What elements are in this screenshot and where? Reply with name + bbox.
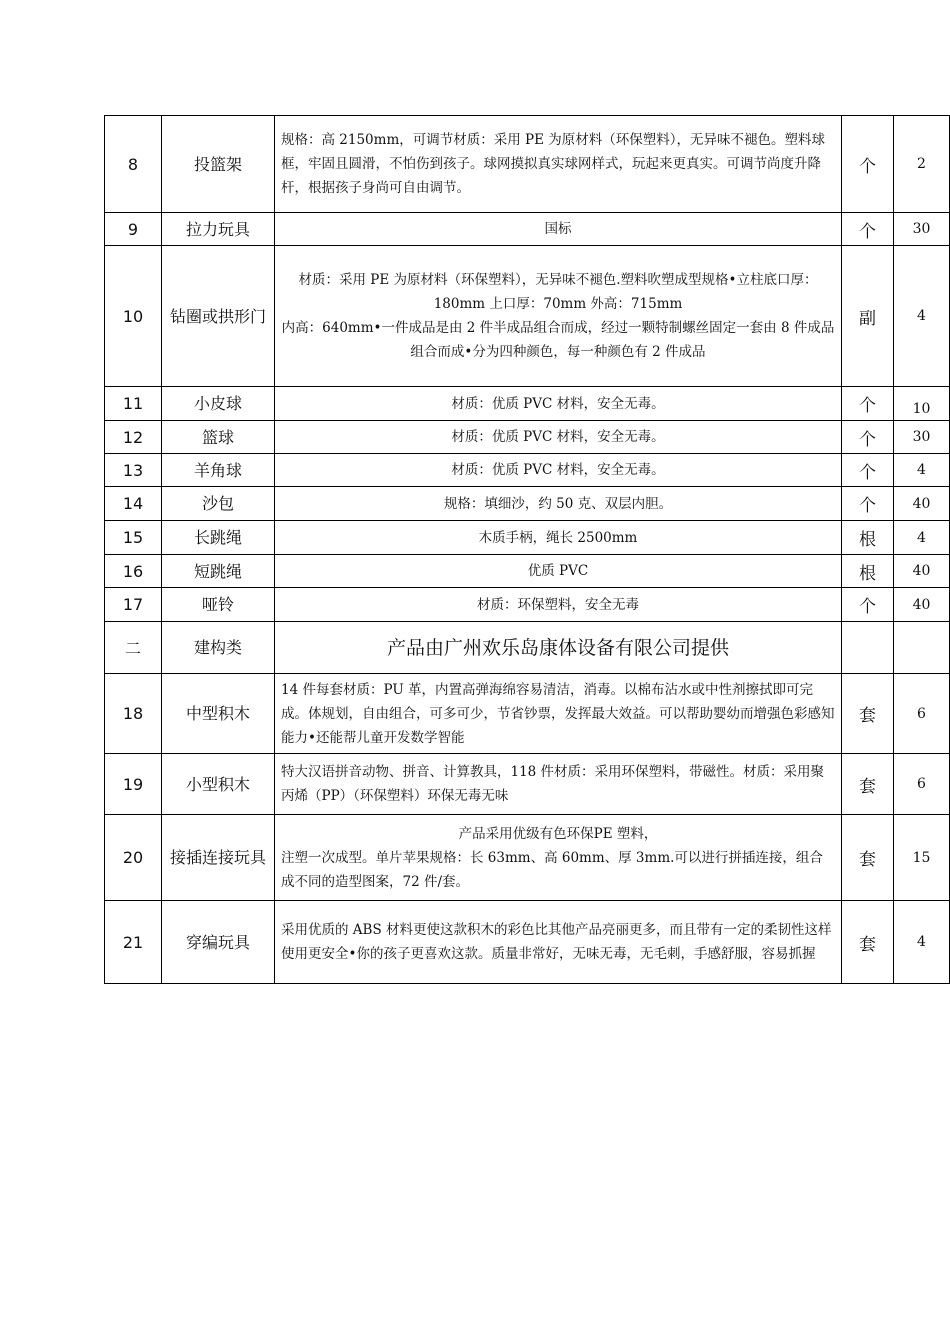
row-number: 16 (105, 555, 162, 588)
table-row (105, 674, 950, 754)
item-name: 小型积木 (162, 754, 275, 815)
item-quantity: 2 (894, 116, 950, 213)
item-name: 哑铃 (162, 588, 275, 622)
item-description: 材质：优质 PVC 材料，安全无毒。 (275, 421, 842, 454)
item-quantity: 30 (894, 213, 950, 246)
table-row (105, 246, 950, 387)
item-name: 拉力玩具 (162, 213, 275, 246)
description-line: 注塑一次成型。单片苹果规格：长 63mm、高 60mm、厚 3mm.可以进行拼插连接，组合成不同的造型图案，72 件/套。 (281, 849, 823, 890)
row-number: 11 (105, 387, 162, 421)
item-name: 钻圈或拱形门 (162, 246, 275, 387)
item-description (275, 815, 842, 901)
item-unit: 套 (842, 815, 894, 901)
row-number: 9 (105, 213, 162, 246)
item-name: 沙包 (162, 487, 275, 521)
table-row (105, 387, 950, 421)
item-quantity: 6 (894, 674, 950, 754)
row-number: 19 (105, 754, 162, 815)
item-description (275, 246, 842, 387)
item-quantity: 4 (894, 246, 950, 387)
item-quantity: 10 (894, 387, 950, 421)
table-row (105, 588, 950, 622)
table-row (105, 555, 950, 588)
section-number: 二 (105, 622, 162, 674)
table-row (105, 213, 950, 246)
item-name: 小皮球 (162, 387, 275, 421)
table-row (105, 754, 950, 815)
item-quantity: 4 (894, 901, 950, 984)
item-name: 中型积木 (162, 674, 275, 754)
supplier-text: 产品由广州欢乐岛康体设备有限公司提供 (386, 636, 729, 659)
row-number: 8 (105, 116, 162, 213)
table-row (105, 421, 950, 454)
item-name: 接插连接玩具 (162, 815, 275, 901)
item-quantity: 6 (894, 754, 950, 815)
item-unit: 根 (842, 521, 894, 555)
item-unit (842, 622, 894, 674)
item-unit: 个 (842, 116, 894, 213)
item-unit: 个 (842, 487, 894, 521)
item-name: 投篮架 (162, 116, 275, 213)
description-line: 产品采用优级有色环保PE 塑料， (458, 825, 658, 842)
row-number: 20 (105, 815, 162, 901)
table-row (105, 901, 950, 984)
item-quantity: 15 (894, 815, 950, 901)
item-quantity: 40 (894, 555, 950, 588)
section-row (105, 622, 950, 674)
item-description: 规格：高 2150mm，可调节材质：采用 PE 为原材料（环保塑料），无异味不褪色。塑料球框，牢固且圆滑，不怕伤到孩子。球网摸拟真实球网样式，玩起来更真实。可调节尚度升降杆，根据孩子身尚可自由调节。 (275, 116, 842, 213)
item-name: 穿编玩具 (162, 901, 275, 984)
row-number: 17 (105, 588, 162, 622)
item-description: 14 件每套材质：PU 革，内置高弹海绵容易清洁，消毒。以棉布沾水或中性剂擦拭即可完成。体规划，自由组合，可多可少，节省钞票，发挥最大效益。可以帮助婴幼而增强色彩感知能力•还能帮儿童开发数学智能 (275, 674, 842, 754)
row-number: 14 (105, 487, 162, 521)
equipment-table (104, 115, 950, 984)
description-line: 材质：采用 PE 为原材料（环保塑料），无异味不褪色.塑料吹塑成型规格•立柱底口厚：180mm 上口厚：70mm 外高：715mm (298, 272, 818, 312)
description-line: 内高：640mm•一件成品是由 2 件半成品组合而成，经过一颗特制螺丝固定一套由 8 件成品组合而成•分为四种颜色，每一种颜色有 2 件成品 (281, 320, 835, 360)
item-quantity: 40 (894, 487, 950, 521)
item-quantity (894, 622, 950, 674)
item-unit: 个 (842, 454, 894, 487)
item-description: 特大汉语拼音动物、拼音、计算教具，118 件材质：采用环保塑料，带磁性。材质：采用聚丙烯（PP）（环保塑料）环保无毒无味 (275, 754, 842, 815)
item-description: 材质：优质 PVC 材料，安全无毒。 (275, 387, 842, 421)
item-unit: 个 (842, 421, 894, 454)
row-number: 15 (105, 521, 162, 555)
item-unit: 副 (842, 246, 894, 387)
row-number: 12 (105, 421, 162, 454)
item-unit: 套 (842, 754, 894, 815)
item-name: 羊角球 (162, 454, 275, 487)
item-name: 篮球 (162, 421, 275, 454)
row-number: 10 (105, 246, 162, 387)
item-quantity: 4 (894, 521, 950, 555)
item-unit: 根 (842, 555, 894, 588)
row-number: 13 (105, 454, 162, 487)
item-description: 采用优质的 ABS 材料更使这款积木的彩色比其他产品亮丽更多，而且带有一定的柔韧性这样使用更安全•你的孩子更喜欢这款。质量非常好，无味无毒，无毛刺，手感舒服，容易抓握 (275, 901, 842, 984)
item-unit: 个 (842, 387, 894, 421)
row-number: 21 (105, 901, 162, 984)
item-description: 材质：优质 PVC 材料，安全无毒。 (275, 454, 842, 487)
item-description: 材质：环保塑料，安全无毒 (275, 588, 842, 622)
item-quantity: 40 (894, 588, 950, 622)
item-name: 长跳绳 (162, 521, 275, 555)
item-unit: 个 (842, 588, 894, 622)
table-row (105, 454, 950, 487)
table-row (105, 521, 950, 555)
table-row (105, 815, 950, 901)
item-unit: 套 (842, 901, 894, 984)
item-unit: 个 (842, 213, 894, 246)
item-description: 木质手柄，绳长 2500mm (275, 521, 842, 555)
item-quantity: 30 (894, 421, 950, 454)
item-unit: 套 (842, 674, 894, 754)
section-supplier-note (275, 622, 842, 674)
item-description: 国标 (275, 213, 842, 246)
item-description: 规格：填细沙，约 50 克、双层内胆。 (275, 487, 842, 521)
item-quantity: 4 (894, 454, 950, 487)
table-row (105, 487, 950, 521)
row-number: 18 (105, 674, 162, 754)
item-name: 短跳绳 (162, 555, 275, 588)
item-description: 优质 PVC (275, 555, 842, 588)
section-name: 建构类 (162, 622, 275, 674)
table-row (105, 116, 950, 213)
